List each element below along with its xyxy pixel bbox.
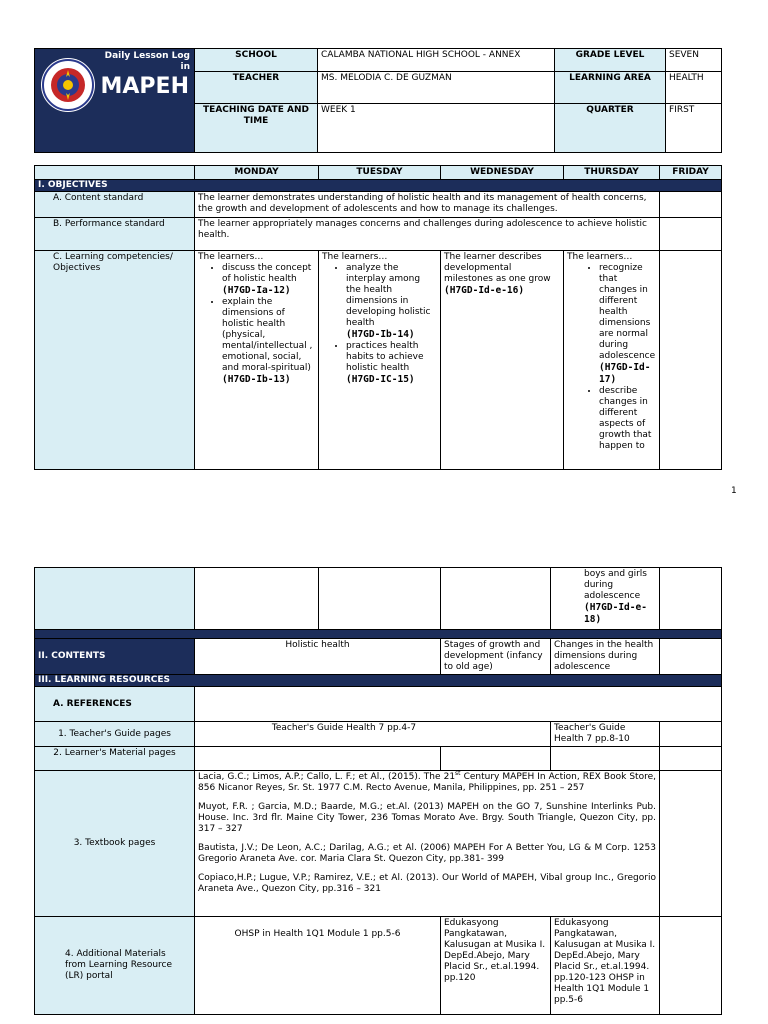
day-header-blank	[35, 166, 195, 180]
performance-standard-text: The learner appropriately manages concerns and challenges during adolescence to achieve holistic health.	[195, 218, 660, 251]
contents-wednesday: Stages of growth and development (infancy to old age)	[441, 639, 551, 675]
lm-mon-tue	[195, 747, 441, 771]
grade-label: GRADE LEVEL	[555, 49, 666, 72]
day-header-monday: MONDAY	[195, 166, 319, 180]
thursday-item2-part2: boys and girls during adolescence	[584, 569, 647, 601]
lm-thursday	[551, 747, 660, 771]
contents-thursday: Changes in the health dimensions during adolescence	[551, 639, 660, 675]
tuesday-intro: The learners…	[322, 252, 388, 262]
date-value: WEEK 1	[318, 104, 555, 153]
dll-title: Daily Lesson Log	[104, 51, 190, 61]
tg-thursday: Teacher's Guide Health 7 pp.8-10	[551, 722, 660, 747]
resources-heading: III. LEARNING RESOURCES	[35, 675, 722, 687]
continued-friday	[660, 568, 722, 630]
thursday-code1: (H7GD-Id-17)	[599, 362, 651, 385]
area-value: HEALTH	[666, 72, 722, 104]
tuesday-code2: (H7GD-IC-15)	[346, 374, 415, 385]
thursday-item1: recognize that changes in different health dimensions are normal during adolescence	[599, 263, 656, 361]
wednesday-code: (H7GD-Id-e-16)	[444, 285, 525, 296]
competencies-tuesday	[319, 251, 441, 470]
dll-title-in: in	[180, 62, 190, 72]
contents-resources-table	[34, 567, 722, 1015]
contents-mon-tue: Holistic health	[195, 639, 441, 675]
contents-friday	[660, 639, 722, 675]
contents-heading: II. CONTENTS	[35, 639, 195, 675]
list-item	[222, 297, 315, 386]
school-value: CALAMBA NATIONAL HIGH SCHOOL - ANNEX	[318, 49, 555, 72]
additional-wednesday: Edukasyong Pangkatawan, Kalusugan at Musika I. DepEd.Abejo, Mary Placid Sr., et.al.1994. pp.120	[441, 917, 551, 1015]
list-item	[222, 263, 315, 297]
competencies-wednesday	[441, 251, 564, 470]
references-content	[195, 687, 722, 722]
continued-thursday	[551, 568, 660, 630]
objectives-heading: I. OBJECTIVES	[35, 180, 722, 192]
textbook-ref-4: Copiaco,H.P.; Lugue, V.P.; Ramirez, V.E.; et Al. (2013). Our World of MAPEH, Vibal group Inc., Gregorio Araneta Ave., Quezon City, pp.316 – 321	[198, 873, 656, 894]
thursday-intro: The learners…	[567, 252, 633, 262]
page-number: 1	[731, 486, 737, 496]
performance-standard-friday	[660, 218, 722, 251]
references-label: A. REFERENCES	[35, 687, 195, 722]
list-item	[599, 386, 656, 452]
thursday-code2: (H7GD-Id-e-18)	[584, 602, 647, 625]
list-item	[599, 263, 656, 386]
monday-item1: discuss the concept of holistic health	[222, 263, 312, 284]
list-item	[346, 341, 437, 386]
additional-thursday: Edukasyong Pangkatawan, Kalusugan at Musika I. DepEd.Abejo, Mary Placid Sr., et.al.1994. pp.120-123 OHSP in Health 1Q1 Module 1 pp.5-6	[551, 917, 660, 1015]
continued-monday	[195, 568, 319, 630]
teacher-value: MS. MELODIA C. DE GUZMAN	[318, 72, 555, 104]
tuesday-item2: practices health habits to achieve holistic health	[346, 341, 424, 373]
textbook-ref-2: Muyot, F.R. ; Garcia, M.D.; Baarde, M.G.; et.Al. (2013) MAPEH on the GO 7, Sunshine Interlinks Pub. House. Inc. 3rd flr. Maine City Tower, 236 Tomas Morato Ave. Brgy. South Triangle, Quezon City, pp. 317 – 327	[198, 802, 656, 834]
monday-code2: (H7GD-Ib-13)	[222, 374, 291, 385]
list-item	[346, 263, 437, 341]
grade-value: SEVEN	[666, 49, 722, 72]
competencies-friday	[660, 251, 722, 470]
competencies-thursday	[564, 251, 660, 470]
textbook-label: 3. Textbook pages	[35, 771, 195, 917]
textbook-ref-1: Lacia, G.C.; Limos, A.P.; Callo, L. F.; et Al., (2015). The 21st Century MAPEH In Action, REX Book Store, 856 Nicanor Reyes, Sr. St. 1977 C.M. Recto Avenue, Manila, Philippines, pp. 251 – 257	[198, 770, 656, 793]
content-standard-text: The learner demonstrates understanding of holistic health and its management of health concerns, the growth and development of adolescents and how to manage its challenges.	[195, 192, 660, 218]
day-header-thursday: THURSDAY	[564, 166, 660, 180]
day-header-tuesday: TUESDAY	[319, 166, 441, 180]
continued-tuesday	[319, 568, 441, 630]
additional-mon-tue: OHSP in Health 1Q1 Module 1 pp.5-6	[195, 917, 441, 1015]
tg-mon-wed: Teacher's Guide Health 7 pp.4-7	[195, 722, 551, 747]
continued-wednesday	[441, 568, 551, 630]
additional-materials-label: 4. Additional Materials from Learning Resource (LR) portal	[35, 917, 195, 1015]
tuesday-item1: analyze the interplay among the health dimensions in developing holistic health	[346, 263, 431, 328]
tg-label: 1. Teacher's Guide pages	[35, 722, 195, 747]
tg-friday	[660, 722, 722, 747]
header-logo-cell	[35, 49, 195, 153]
monday-item2: explain the dimensions of holistic health (physical, mental/intellectual , emotional, social, and moral-spiritual)	[222, 297, 313, 373]
objectives-table	[34, 165, 722, 470]
monday-intro: The learners…	[198, 252, 264, 262]
day-header-wednesday: WEDNESDAY	[441, 166, 564, 180]
header-table	[34, 48, 722, 153]
competencies-monday	[195, 251, 319, 470]
day-header-friday: FRIDAY	[660, 166, 722, 180]
content-standard-friday	[660, 192, 722, 218]
quarter-label: QUARTER	[555, 104, 666, 153]
tuesday-code1: (H7GD-Ib-14)	[346, 329, 415, 340]
performance-standard-label: B. Performance standard	[35, 218, 195, 251]
continued-label	[35, 568, 195, 630]
subject-title: MAPEH	[100, 74, 189, 99]
textbook-references	[195, 771, 660, 917]
lm-label: 2. Learner's Material pages	[35, 747, 195, 771]
date-label: TEACHING DATE AND TIME	[195, 104, 318, 153]
school-label: SCHOOL	[195, 49, 318, 72]
competencies-label: C. Learning competencies/ Objectives	[35, 251, 195, 470]
area-label: LEARNING AREA	[555, 72, 666, 104]
thursday-item2-part1: describe changes in different aspects of growth that happen to	[599, 386, 652, 451]
content-standard-label: A. Content standard	[35, 192, 195, 218]
deped-seal-icon	[40, 57, 96, 113]
wednesday-text: The learner describes developmental milestones as one grow	[444, 252, 551, 284]
lm-friday	[660, 747, 722, 771]
lm-wednesday	[441, 747, 551, 771]
teacher-label: TEACHER	[195, 72, 318, 104]
textbook-friday	[660, 771, 722, 917]
section-divider	[35, 630, 722, 639]
textbook-ref-3: Bautista, J.V.; De Leon, A.C.; Darilag, A.G.; et Al. (2006) MAPEH For A Better You, LG & M Corp. 1253 Gregorio Araneta Ave. cor. Maria Clara St. Quezon City, pp.381- 399	[198, 843, 656, 864]
quarter-value: FIRST	[666, 104, 722, 153]
additional-friday	[660, 917, 722, 1015]
monday-code1: (H7GD-Ia-12)	[222, 285, 291, 296]
